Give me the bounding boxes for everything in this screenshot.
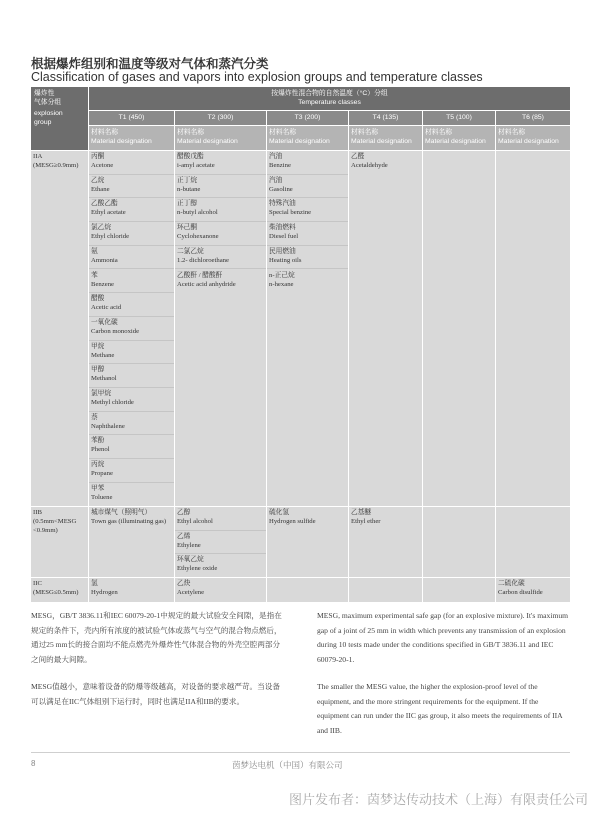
group-header-cn2: 气体分组 <box>34 99 62 106</box>
material-entry <box>89 198 174 222</box>
cell-iib-t4 <box>349 507 422 577</box>
publisher-watermark: 图片发布者：茵梦达传动技术（上海）有限责任公司 <box>288 792 588 807</box>
material-header-cn: 材料名称 <box>425 129 453 136</box>
material-name-cn: 醋酸戊酯 <box>177 153 204 160</box>
column-header-t6: T6 (85) <box>496 111 570 125</box>
material-name-en: Ethylene <box>177 541 201 549</box>
material-name-en: n-butyl alcohol <box>177 209 218 217</box>
material-header-t2 <box>175 126 266 150</box>
material-name-en: Hydrogen sulfide <box>269 518 316 525</box>
material-name-cn: 柴油燃料 <box>269 224 296 232</box>
column-header-t3: T3 (200) <box>267 111 348 125</box>
cell-iia-t6 <box>496 151 570 506</box>
material-name-en: Acetic acid anhydride <box>177 280 236 288</box>
material-entry <box>349 507 422 531</box>
material-name-cn: 硫化氢 <box>269 509 290 516</box>
cell-iia-t2 <box>175 151 266 506</box>
material-entry <box>89 483 174 507</box>
group-name: IIC <box>33 580 42 587</box>
cell-iia-t1 <box>89 151 174 506</box>
material-header-en: Material designation <box>351 138 412 145</box>
material-name-cn: 一氧化碳 <box>91 318 118 326</box>
paragraph-en-mesg: MESG, maximum experimental safe gap (for an explosive mixture). It's maximum gap of a joint of 25 mm in width which prevents any transmission of an explosion during 10 tests made under the conditions specified in GB/T 3836.11 and IEC 60079-20-1. <box>317 611 569 664</box>
company-name: 茵梦达电机（中国）有限公司 <box>232 760 343 770</box>
cell-iic-t2 <box>175 578 266 602</box>
material-header-t5 <box>423 126 495 150</box>
material-name-cn: 汽油 <box>269 176 283 184</box>
material-header-cn: 材料名称 <box>91 129 119 136</box>
material-entry <box>267 151 348 175</box>
material-entry <box>89 341 174 365</box>
material-name-cn: 氨 <box>91 247 98 255</box>
material-name-en: Benzene <box>91 280 115 288</box>
material-name-en: Acetylene <box>177 589 205 596</box>
material-name-cn: 乙烷 <box>91 176 105 184</box>
material-header-cn: 材料名称 <box>269 129 297 136</box>
material-entry <box>175 578 266 602</box>
material-name-en: Hydrogen <box>91 589 118 596</box>
material-entry <box>89 459 174 483</box>
material-name-cn: 醋酸 <box>91 295 105 303</box>
footer-divider <box>31 752 570 753</box>
material-entry <box>89 246 174 270</box>
material-entry <box>175 175 266 199</box>
material-name-cn: 正丁烷 <box>177 176 198 184</box>
material-entry <box>175 222 266 246</box>
material-header-t3 <box>267 126 348 150</box>
material-entry <box>175 198 266 222</box>
material-name-en: Propane <box>91 470 113 478</box>
material-entry <box>89 317 174 341</box>
material-name-en: Carbon disulfide <box>498 589 543 596</box>
material-name-cn: 氢 <box>91 580 98 587</box>
material-name-en: Carbon monoxide <box>91 327 140 335</box>
material-name-en: i-amyl acetate <box>177 162 215 169</box>
material-header-cn: 材料名称 <box>498 129 526 136</box>
material-header-t4 <box>349 126 422 150</box>
material-header-t1 <box>89 126 174 150</box>
column-header-t4: T4 (135) <box>349 111 422 125</box>
cell-iib-t6 <box>496 507 570 577</box>
group-name: IIA <box>33 153 43 160</box>
material-name-cn: 氯甲烷 <box>91 390 112 397</box>
group-mesg: (MESG≤0.5mm) <box>33 589 79 596</box>
group-name: IIB <box>33 509 42 516</box>
material-name-en: Ethyl acetate <box>91 209 126 217</box>
material-name-cn: 丙烷 <box>91 461 105 469</box>
cell-iic-t1 <box>89 578 174 602</box>
material-entry <box>175 246 266 270</box>
cell-iib-t2 <box>175 507 266 577</box>
material-name-en: Ethylene oxide <box>177 565 218 573</box>
material-entry <box>89 578 174 602</box>
material-name-cn: 乙基醚 <box>351 509 372 516</box>
material-entry <box>89 388 174 412</box>
group-cell-iia <box>31 151 88 506</box>
material-name-cn: 苯酚 <box>91 437 105 445</box>
material-name-en: Toluene <box>91 493 113 501</box>
temperature-header-cell <box>89 87 570 110</box>
material-entry <box>175 151 266 175</box>
material-header-en: Material designation <box>269 138 330 145</box>
material-name-cn: 二硫化碳 <box>498 580 525 587</box>
material-header-en: Material designation <box>425 138 486 145</box>
title-english: Classification of gases and vapors into explosion groups and temperature classes <box>31 70 483 84</box>
material-entry <box>175 507 266 531</box>
material-name-en: Methyl chloride <box>91 399 134 406</box>
cell-iia-t5 <box>423 151 495 506</box>
material-entry <box>267 198 348 222</box>
material-header-cn: 材料名称 <box>177 129 205 136</box>
material-entry <box>89 507 174 531</box>
material-name-cn: 环氧乙烷 <box>177 556 204 564</box>
material-name-en: Naphthalene <box>91 422 125 430</box>
material-name-cn: 正丁醇 <box>177 200 198 208</box>
cell-iib-t3 <box>267 507 348 577</box>
material-entry <box>496 578 570 602</box>
material-name-cn: 二氯乙烷 <box>177 247 204 255</box>
group-header-en2: group <box>34 119 52 126</box>
material-entry <box>349 151 422 175</box>
paragraph-cn-requirements: MESG值越小，意味着设备的防爆等级越高，对设备的要求越严苛。当设备可以满足在IIC气体组别下运行时，同时也满足IIA和IIB的要求。 <box>31 682 280 706</box>
page-number: 8 <box>31 759 36 768</box>
material-header-en: Material designation <box>498 138 559 145</box>
material-name-cn: 乙醇 <box>177 509 191 516</box>
cell-iic-t5 <box>423 578 495 602</box>
material-entry <box>89 293 174 317</box>
material-name-cn: 乙酸酐 / 醋酸酐 <box>177 271 223 279</box>
material-name-cn: n-正己烷 <box>269 271 295 279</box>
material-entry <box>267 507 348 531</box>
cell-iib-t1 <box>89 507 174 577</box>
material-entry <box>89 175 174 199</box>
material-name-cn: 乙酸乙酯 <box>91 200 118 208</box>
material-entry <box>89 151 174 175</box>
material-name-cn: 乙醛 <box>351 153 365 160</box>
material-name-en: Ethyl alcohol <box>177 518 213 525</box>
column-header-t1: T1 (450) <box>89 111 174 125</box>
group-cell-iic <box>31 578 88 602</box>
material-name-en: Acetaldehyde <box>351 162 388 169</box>
material-name-cn: 汽油 <box>269 153 283 160</box>
cell-iia-t4 <box>349 151 422 506</box>
material-name-en: Cyclohexanone <box>177 233 219 241</box>
material-name-cn: 乙烯 <box>177 532 191 540</box>
material-header-t6 <box>496 126 570 150</box>
material-entry <box>89 412 174 436</box>
group-cell-iib <box>31 507 88 577</box>
material-entry <box>267 175 348 199</box>
material-name-cn: 氯乙烷 <box>91 224 112 232</box>
group-header-en1: explosion <box>34 110 63 117</box>
material-name-cn: 甲苯 <box>91 484 105 492</box>
material-name-cn: 特殊汽油 <box>269 200 296 208</box>
material-name-en: Benzine <box>269 162 291 169</box>
material-name-cn: 甲醇 <box>91 366 105 374</box>
column-header-t2: T2 (300) <box>175 111 266 125</box>
material-name-cn: 城市煤气（照明气） <box>91 509 152 516</box>
paragraph-cn-mesg: MESG，GB/T 3836.11和IEC 60079-20-1中规定的最大试验安全间隙，是指在规定的条件下，壳内所有浓度的被试验气体或蒸气与空气的混合物点燃后，通过25 mm长的接合面均不能点燃壳外爆炸性气体混合物的外壳空腔两部分之间的最大间隙。 <box>31 611 282 664</box>
material-name-cn: 苯 <box>91 271 98 279</box>
material-name-en: Gasoline <box>269 185 293 193</box>
cell-iib-t5 <box>423 507 495 577</box>
material-name-en: Ethyl chloride <box>91 233 130 241</box>
cell-iia-t3 <box>267 151 348 506</box>
material-name-en: Ethyl ether <box>351 518 381 525</box>
material-name-en: Special benzine <box>269 209 312 217</box>
material-name-en: Ethane <box>91 185 110 193</box>
material-header-en: Material designation <box>177 138 238 145</box>
material-entry <box>175 531 266 555</box>
material-entry <box>175 554 266 578</box>
material-name-en: 1.2- dichloroethane <box>177 256 229 264</box>
group-header-cn1: 爆炸性 <box>34 90 55 97</box>
material-name-cn: 萘 <box>91 413 98 421</box>
material-name-en: Phenol <box>91 446 110 454</box>
material-name-en: Acetic acid <box>91 304 122 312</box>
group-mesg: (0.5mm<MESG <0.9mm) <box>33 518 77 534</box>
material-entry <box>267 270 348 294</box>
material-entry <box>175 270 266 294</box>
cell-iic-t3 <box>267 578 348 602</box>
material-name-cn: 甲烷 <box>91 342 105 350</box>
material-entry <box>89 435 174 459</box>
temperature-header-en: Temperature classes <box>298 99 361 106</box>
material-name-en: Heating oils <box>269 256 302 264</box>
group-header-cell <box>31 87 88 150</box>
material-header-cn: 材料名称 <box>351 129 379 136</box>
material-name-en: n-hexane <box>269 280 294 288</box>
material-entry <box>89 222 174 246</box>
material-name-cn: 民用燃油 <box>269 247 296 255</box>
title-chinese: 根据爆炸组别和温度等级对气体和蒸汽分类 <box>31 57 269 71</box>
material-name-en: Acetone <box>91 162 114 169</box>
material-entry <box>267 222 348 246</box>
material-entry <box>89 270 174 294</box>
material-name-en: Ammonia <box>91 256 118 264</box>
material-name-en: Methane <box>91 351 115 359</box>
material-name-en: Diesel fuel <box>269 233 299 241</box>
material-name-cn: 乙炔 <box>177 580 191 587</box>
material-name-en: Methanol <box>91 375 117 383</box>
material-entry <box>267 246 348 270</box>
material-name-cn: 环己酮 <box>177 224 198 232</box>
group-mesg: (MESG≥0.9mm) <box>33 162 79 169</box>
material-name-en: n-butane <box>177 185 201 193</box>
material-entry <box>89 364 174 388</box>
column-header-t5: T5 (100) <box>423 111 495 125</box>
cell-iic-t6 <box>496 578 570 602</box>
paragraph-en-requirements: The smaller the MESG value, the higher the explosion-proof level of the equipment, and the more stringent requirements for the equipment. If the equipment can run under the IIC gas group, it also meets the requirements of IIA and IIB. <box>317 682 563 735</box>
material-header-en: Material designation <box>91 138 152 145</box>
temperature-header-cn: 按爆炸性混合物的自然温度（°C）分组 <box>271 90 388 97</box>
material-name-en: Town gas (illuminating gas) <box>91 518 167 525</box>
material-name-cn: 丙酮 <box>91 153 105 160</box>
cell-iic-t4 <box>349 578 422 602</box>
